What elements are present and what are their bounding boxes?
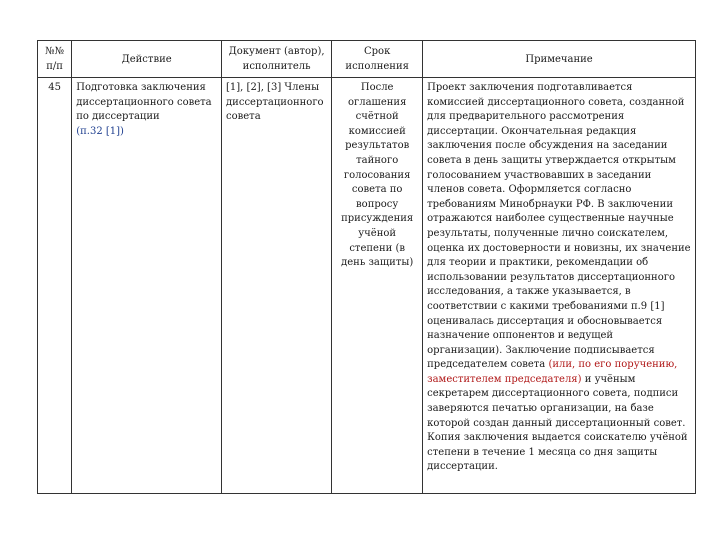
header-term: Срок исполнения: [332, 41, 423, 78]
cell-document: [1], [2], [3] Члены диссертационного совета: [222, 78, 332, 494]
note-text-highlight: (или, по его поручению, заместителем председателя): [427, 359, 678, 385]
cell-note: [423, 78, 696, 494]
note-text-part2: и учёным секретарем диссертационного совета, подписи заверяются печатью организации, на базе которой создан данный диссертационный совет. Копия заключения выдается соискателю учёной степени в течение 1 месяца со дня защиты диссертации.: [427, 373, 688, 473]
header-num: №№ п/п: [38, 41, 72, 78]
table-header-row: [38, 41, 696, 78]
action-text: Подготовка заключения диссертационного совета по диссертации: [76, 82, 212, 123]
action-reference: (п.32 [1]): [76, 125, 124, 137]
note-text-part1: Проект заключения подготавливается комиссией диссертационного совета, созданной для предварительного рассмотрения диссертации. Окончательная редакция заключения после обсуждения на заседании совета в день защиты утверждается открытым голосованием участвовавших в заседании членов совета. Оформляется согласно требованиям Минобрнауки РФ. В заключении отражаются наиболее существенные научные результаты, полученные лично соискателем, оценка их достоверности и новизны, их значение для теории и практики, рекомендации об использовании результатов диссертационного исследования, а также указывается, в соответствии с какими требованиями п.9 [1] оценивалась диссертация и обосновывается назначение оппонентов и ведущей организации). Заключение подписывается председателем совета: [427, 82, 691, 371]
cell-num: 45: [38, 78, 72, 494]
header-document: Документ (автор), исполнитель: [222, 41, 332, 78]
table-row: [38, 78, 696, 494]
cell-term: После оглашения счётной комиссией результатов тайного голосования совета по вопросу присуждения учёной степени (в день защиты): [332, 78, 423, 494]
procedure-table: [37, 40, 696, 494]
header-note: Примечание: [423, 41, 696, 78]
cell-action: [72, 78, 222, 494]
header-action: Действие: [72, 41, 222, 78]
